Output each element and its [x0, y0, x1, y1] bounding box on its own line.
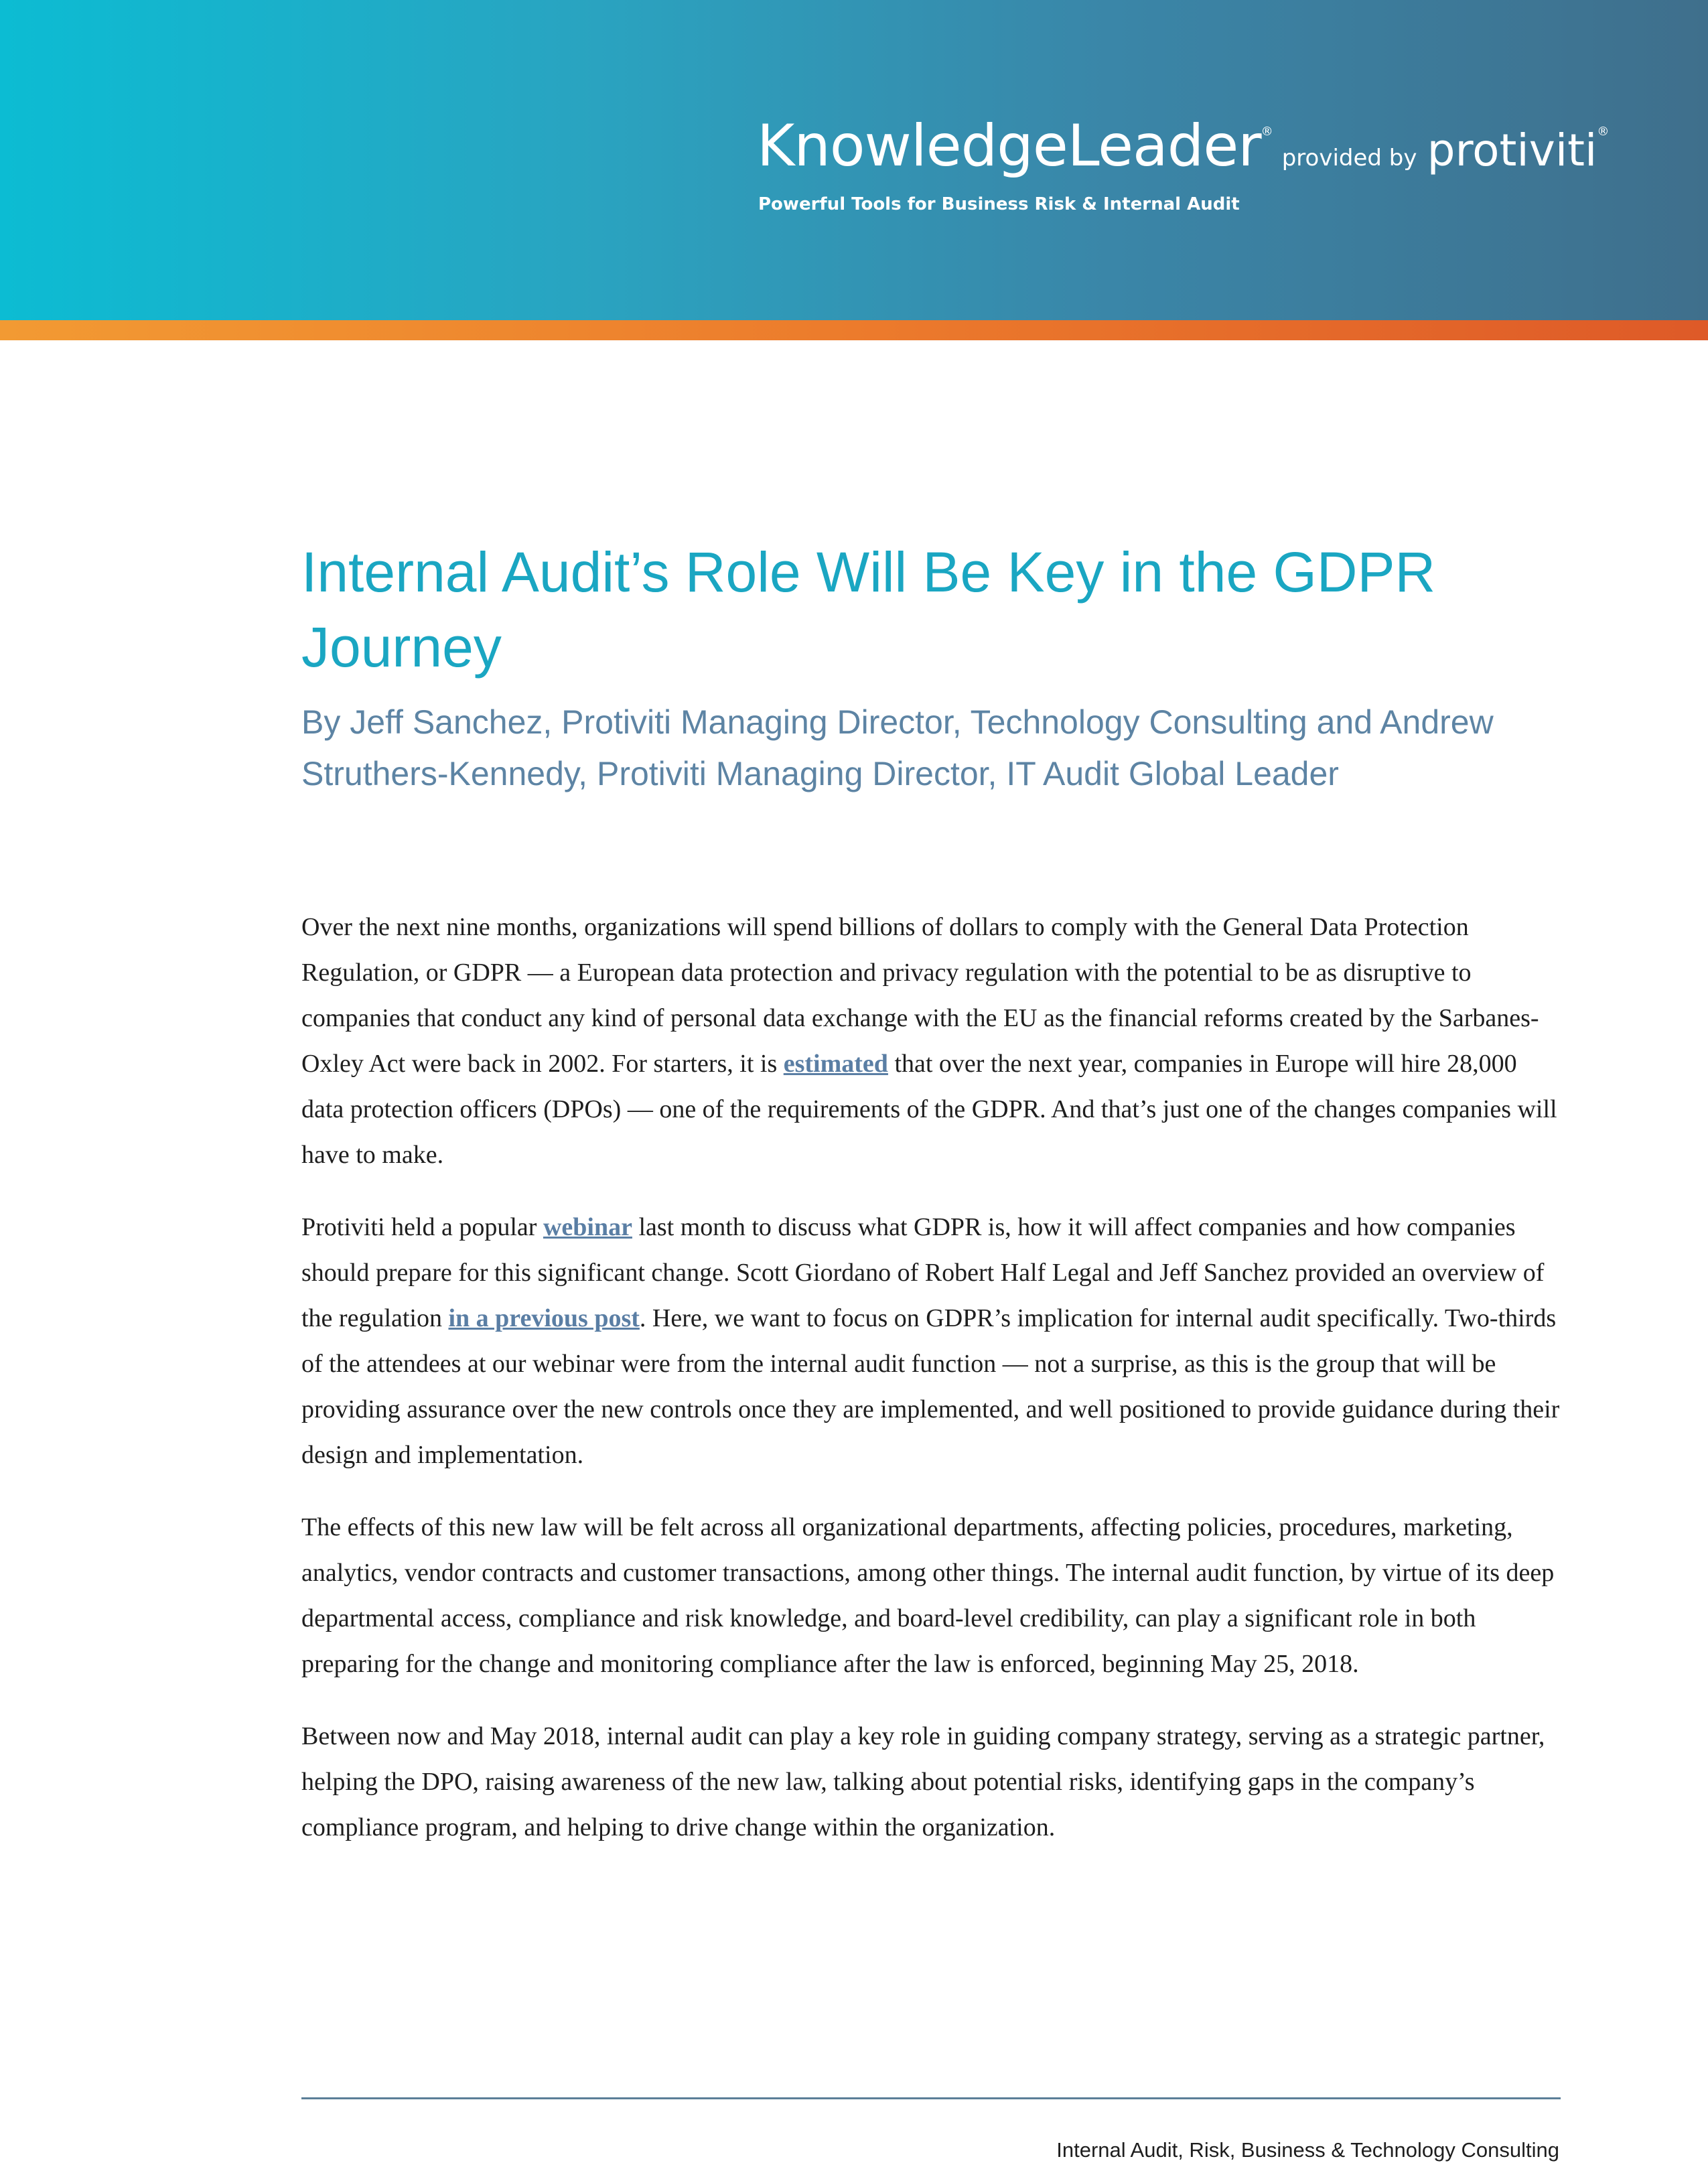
footer-divider	[301, 2097, 1561, 2099]
footer-text: Internal Audit, Risk, Business & Technology Consulting	[1056, 2138, 1559, 2162]
paragraph-1-text-b: that over the next year, companies in Europe will hire 28,000 data protection officers (DPOs) — one of the requirements of the GDPR. And that’s just one of the changes companies will have to make.	[301, 1050, 1557, 1169]
paragraph-2-text-b: last month to discuss what GDPR is, how it will affect companies and how companies should prepare for this significant change. Scott Giordano of Robert Half Legal and Jeff Sanchez provided an overview of the regulation	[301, 1213, 1545, 1332]
article-title: Internal Audit’s Role Will Be Key in the GDPR Journey	[301, 541, 1436, 679]
paragraph-2-text-c: . Here, we want to focus on GDPR’s implication for internal audit specifically. Two-thirds of the attendees at our webinar were from the internal audit function — not a surprise, as this is the group that will be providing assurance over the new controls once they are implemented, and well positioned to provide guidance during their design and implementation.	[301, 1304, 1560, 1469]
paragraph-3: The effects of this new law will be felt across all organizational departments, affecting policies, procedures, marketing, analytics, vendor contracts and customer transactions, among other things. The internal audit function, by virtue of its deep departmental access, compliance and risk knowledge, and board-level credibility, can play a significant role in both preparing for the change and monitoring compliance after the law is enforced, beginning May 25, 2018.	[301, 1513, 1555, 1678]
article-byline: By Jeff Sanchez, Protiviti Managing Director, Technology Consulting and Andrew Struthers-Kennedy, Protiviti Managing Director, IT Audit Global Leader	[301, 703, 1494, 792]
previous-post-link[interactable]: in a previous post	[448, 1304, 640, 1332]
webinar-link[interactable]: webinar	[543, 1213, 632, 1241]
article-body	[301, 904, 1561, 1877]
paragraph-1	[301, 904, 1561, 1178]
paragraph-4: Between now and May 2018, internal audit can play a key role in guiding company strategy, serving as a strategic partner, helping the DPO, raising awareness of the new law, talking about potential risks, identifying gaps in the company’s compliance program, and helping to drive change within the organization.	[301, 1722, 1545, 1841]
header-accent-stripe	[0, 320, 1708, 340]
brand-tagline: Powerful Tools for Business Risk & Internal Audit	[758, 194, 1240, 214]
paragraph-2	[301, 1204, 1561, 1478]
brand-provided-by: provided by	[1281, 145, 1417, 171]
company-registered-mark: ®	[1597, 125, 1610, 139]
brand-logo	[757, 113, 1609, 180]
company-logo-text: protiviti	[1427, 125, 1597, 176]
brand-name: KnowledgeLeader	[757, 113, 1261, 180]
brand-registered-mark: ®	[1261, 125, 1273, 139]
estimated-link[interactable]: estimated	[783, 1050, 888, 1078]
paragraph-1-text-a: Over the next nine months, organizations will spend billions of dollars to comply with the General Data Protection Regulation, or GDPR — a European data protection and privacy regulation with the potential to be as disruptive to companies that conduct any kind of personal data exchange with the EU as the financial reforms created by the Sarbanes-Oxley Act were back in 2002. For starters, it is	[301, 913, 1539, 1078]
paragraph-2-text-a: Protiviti held a popular	[301, 1213, 543, 1241]
